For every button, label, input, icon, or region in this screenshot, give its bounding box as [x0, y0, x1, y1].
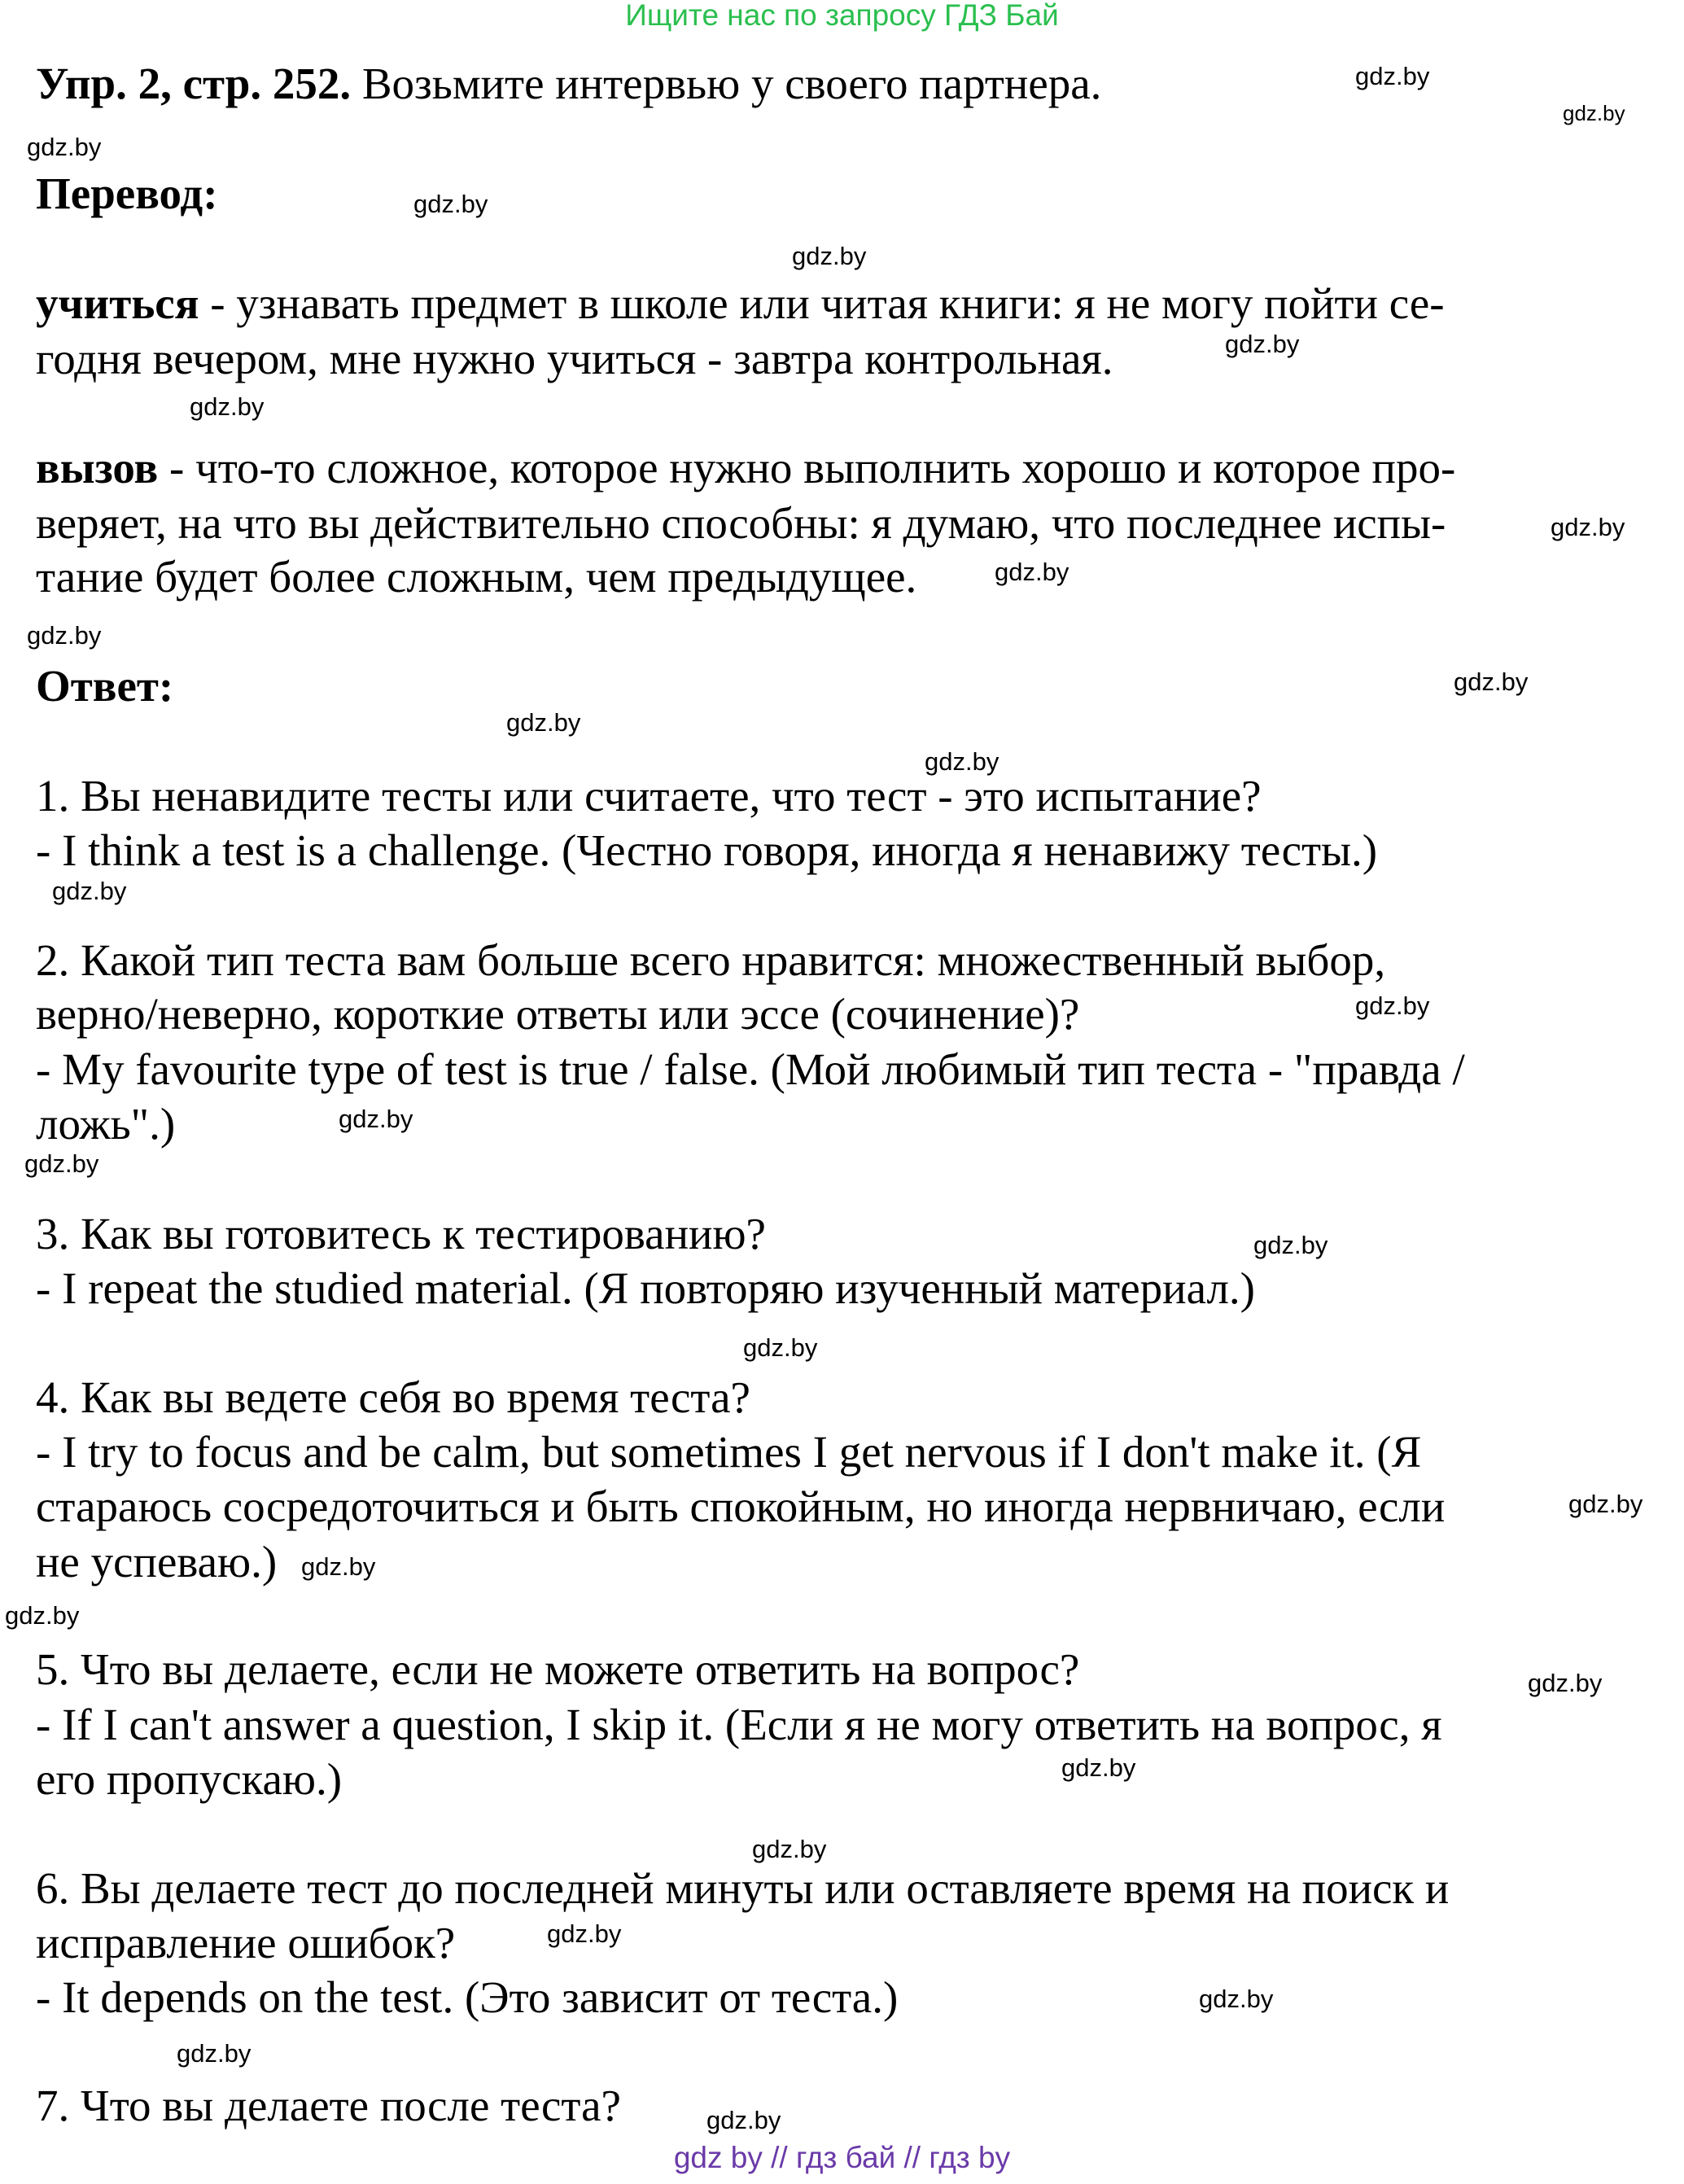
question-6-line-1: 6. Вы делаете тест до последней минуты или оставляете время на поиск и	[36, 1863, 1450, 1913]
watermark: gdz.by	[1563, 101, 1625, 125]
watermark: gdz.by	[547, 1919, 622, 1948]
watermark: gdz.by	[1528, 1669, 1603, 1697]
answer-3: - I repeat the studied material. (Я повторяю изученный материал.)	[36, 1263, 1255, 1313]
watermark: gdz.by	[792, 242, 867, 270]
exercise-instruction: Возьмите интервью у своего партнера.	[351, 59, 1102, 108]
answer-2-line-2: ложь".)	[36, 1099, 176, 1149]
watermark: gdz.by	[1199, 1985, 1274, 2013]
question-7: 7. Что вы делаете после теста?	[36, 2081, 621, 2130]
watermark: gdz.by	[52, 877, 127, 905]
question-5: 5. Что вы делаете, если не можете ответить на вопрос?	[36, 1644, 1080, 1694]
watermark: gdz.by	[301, 1552, 376, 1581]
definition-challenge-line-3: тание будет более сложным, чем предыдущее.	[36, 552, 917, 602]
definition-term-challenge: вызов	[36, 443, 159, 492]
watermark: gdz.by	[5, 1601, 80, 1630]
watermark: gdz.by	[995, 558, 1069, 586]
top-banner[interactable]: Ищите нас по запросу ГДЗ Бай	[625, 0, 1059, 32]
answer-4-line-2: стараюсь сосредоточиться и быть спокойным, но иногда нервничаю, если	[36, 1482, 1446, 1531]
watermark: gdz.by	[1225, 330, 1300, 358]
watermark: gdz.by	[24, 1149, 99, 1178]
definition-term-study: учиться	[36, 278, 199, 328]
watermark: gdz.by	[925, 747, 999, 776]
answer-2-line-1: - My favourite type of test is true / false. (Мой любимый тип теста - "правда /	[36, 1044, 1465, 1094]
watermark: gdz.by	[1551, 513, 1625, 541]
exercise-header	[36, 57, 1101, 111]
definition-challenge-line-2: веряет, на что вы действительно способны: я думаю, что последнее испы-	[36, 498, 1446, 548]
question-4: 4. Как вы ведете себя во время теста?	[36, 1372, 750, 1422]
watermark: gdz.by	[339, 1105, 413, 1133]
translation-heading: Перевод:	[36, 169, 218, 218]
exercise-reference: Упр. 2, стр. 252.	[36, 59, 352, 108]
definition-study-line-1: учиться - узнавать предмет в школе или читая книги: я не могу пойти се-	[36, 278, 1445, 328]
watermark: gdz.by	[1568, 1490, 1643, 1518]
answer-5-line-1: - If I can't answer a question, I skip it. (Если я не могу ответить на вопрос, я	[36, 1700, 1442, 1749]
watermark: gdz.by	[1355, 62, 1430, 90]
answer-6: - It depends on the test. (Это зависит от теста.)	[36, 1972, 899, 2022]
watermark: gdz.by	[1253, 1231, 1328, 1259]
watermark: gdz.by	[752, 1835, 827, 1863]
watermark: gdz.by	[1355, 991, 1430, 1020]
watermark: gdz.by	[413, 190, 488, 218]
watermark: gdz.by	[506, 708, 581, 737]
answer-5-line-2: его пропускаю.)	[36, 1754, 343, 1804]
watermark: gdz.by	[1061, 1753, 1136, 1782]
question-3: 3. Как вы готовитесь к тестированию?	[36, 1209, 766, 1258]
question-2-line-2: верно/неверно, короткие ответы или эссе (сочинение)?	[36, 989, 1080, 1039]
watermark: gdz.by	[27, 133, 102, 161]
answer-4-line-1: - I try to focus and be calm, but sometimes I get nervous if I don't make it. (Я	[36, 1427, 1422, 1477]
watermark: gdz.by	[177, 2039, 252, 2068]
answer-1: - I think a test is a challenge. (Честно говоря, иногда я ненавижу тесты.)	[36, 825, 1378, 875]
watermark: gdz.by	[743, 1333, 818, 1362]
answer-heading: Ответ:	[36, 661, 174, 711]
bottom-banner[interactable]: gdz by // гдз бай // гдз by	[673, 2141, 1011, 2174]
watermark: gdz.by	[190, 392, 265, 421]
answer-4-line-3: не успеваю.)	[36, 1537, 278, 1587]
definition-challenge-line-1: вызов - что-то сложное, которое нужно выполнить хорошо и которое про-	[36, 443, 1456, 492]
definition-study-line-2: годня вечером, мне нужно учиться - завтра контрольная.	[36, 334, 1113, 383]
question-6-line-2: исправление ошибок?	[36, 1918, 456, 1967]
question-1: 1. Вы ненавидите тесты или считаете, что тест - это испытание?	[36, 771, 1262, 821]
watermark: gdz.by	[27, 621, 102, 650]
watermark: gdz.by	[706, 2106, 781, 2134]
watermark: gdz.by	[1454, 667, 1529, 696]
question-2-line-1: 2. Какой тип теста вам больше всего нравится: множественный выбор,	[36, 935, 1386, 985]
